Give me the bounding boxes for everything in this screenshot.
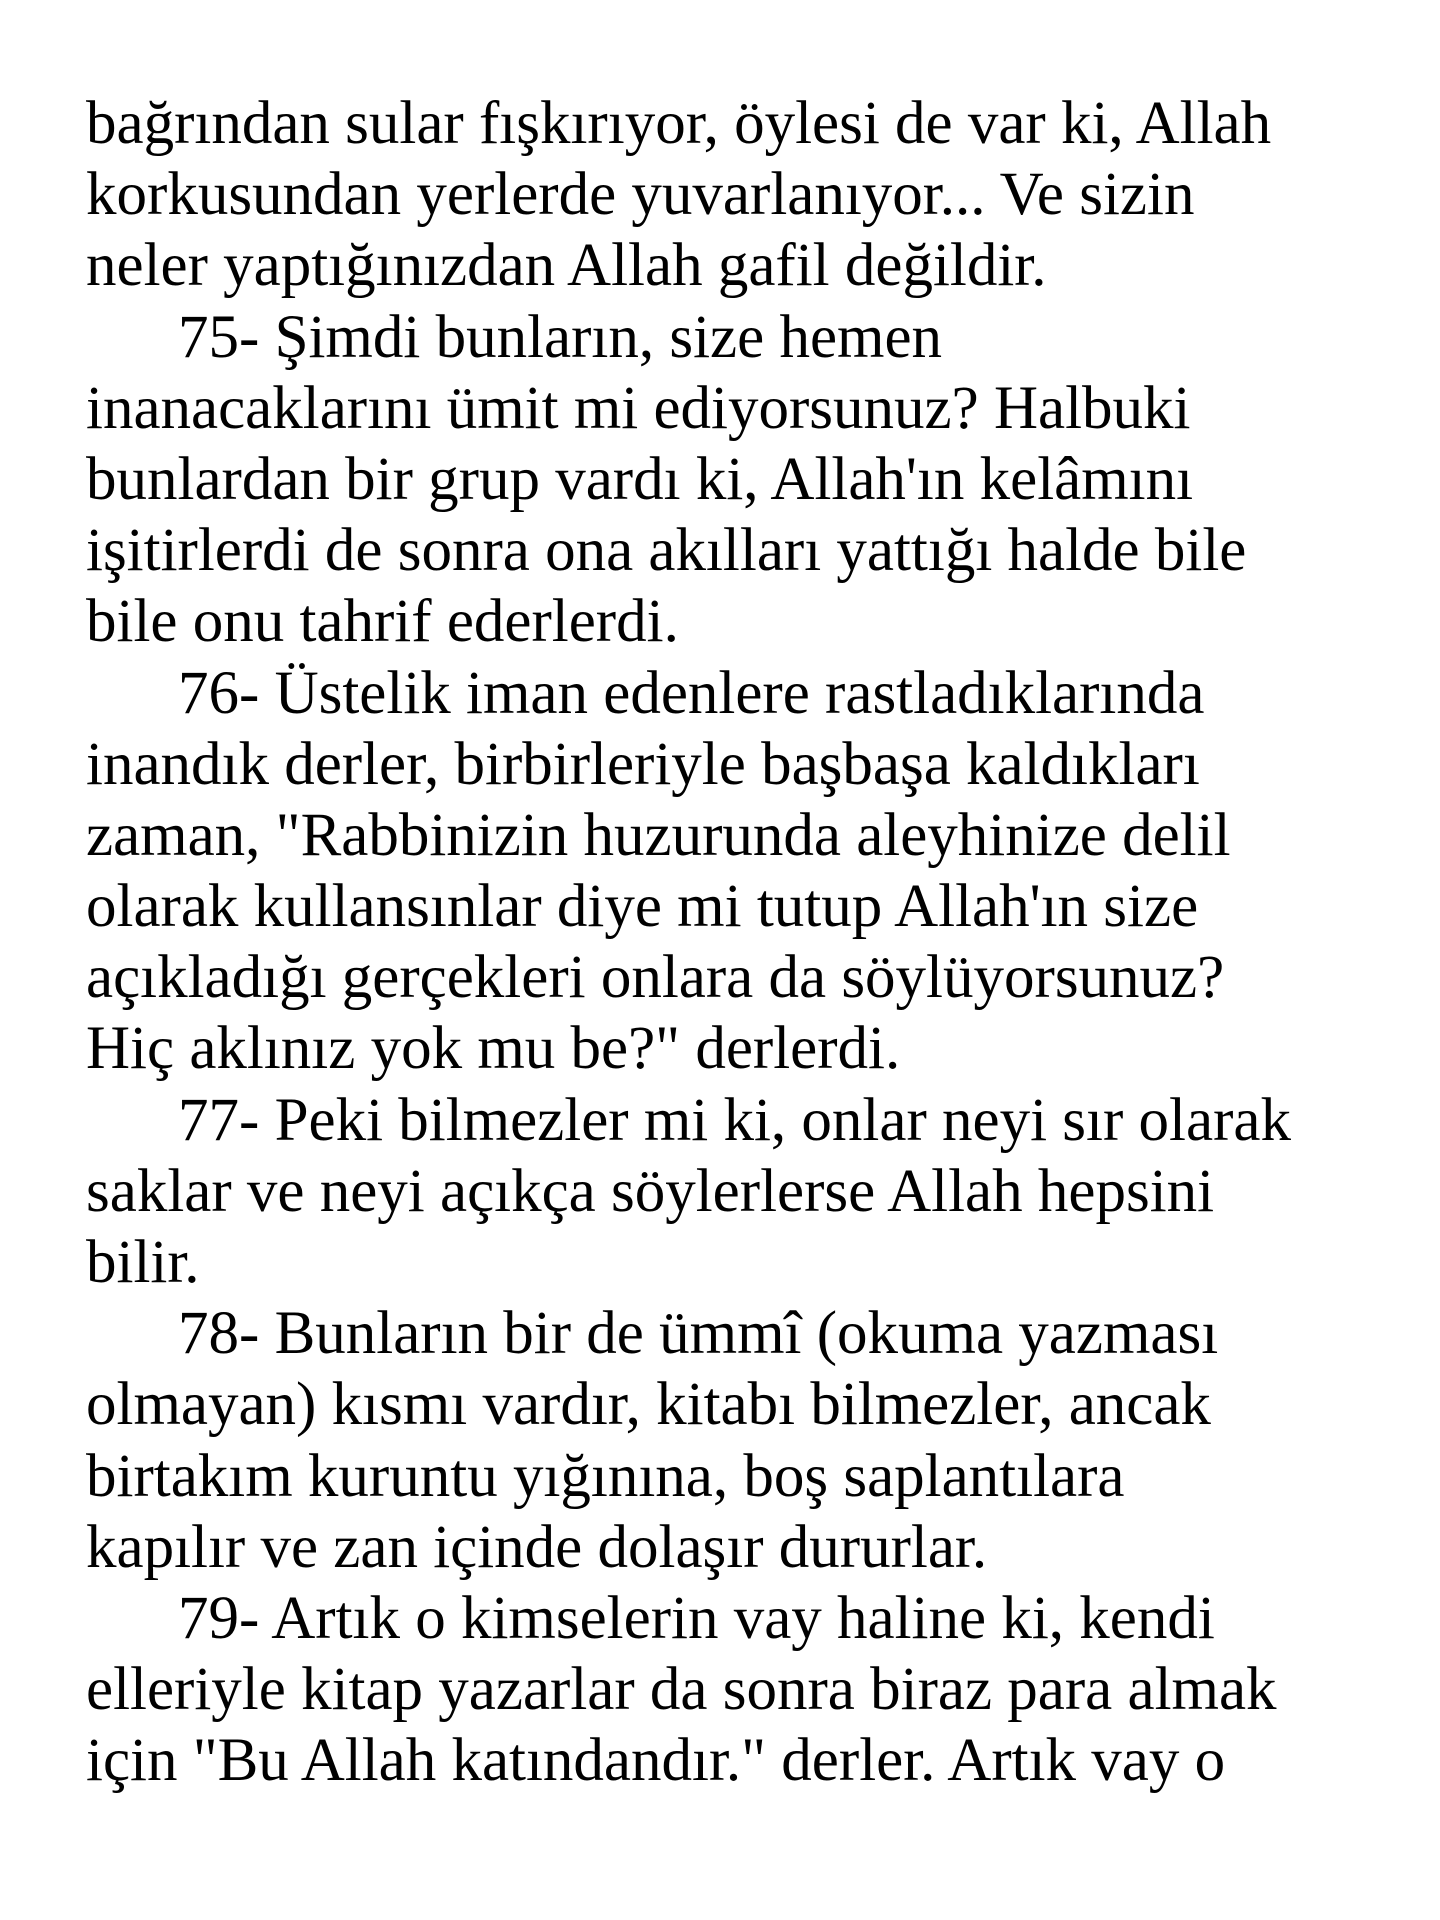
document-page xyxy=(86,88,1406,1797)
text-line: inandık derler, birbirleriyle başbaşa kaldıkları xyxy=(86,730,1200,798)
text-line: bile onu tahrif ederlerdi. xyxy=(86,588,679,656)
verse-77-start: 77- Peki bilmezler mi ki, onlar neyi sır olarak xyxy=(178,1086,1291,1154)
text-line: bunlardan bir grup vardı ki, Allah'ın kelâmını xyxy=(86,445,1194,513)
text-line: için "Bu Allah katındandır." derler. Artık vay o xyxy=(86,1727,1226,1795)
verse-79-start: 79- Artık o kimselerin vay haline ki, kendi xyxy=(178,1584,1215,1652)
text-line: bağrından sular fışkırıyor, öylesi de var ki, Allah xyxy=(86,90,1272,157)
text-line: inanacaklarını ümit mi ediyorsunuz? Halbuki xyxy=(86,374,1191,442)
verse-75-start: 75- Şimdi bunların, size hemen xyxy=(178,303,943,371)
text-line: olarak kullansınlar diye mi tutup Allah'ın size xyxy=(86,873,1199,941)
text-line: elleriyle kitap yazarlar da sonra biraz para almak xyxy=(86,1656,1277,1724)
text-line: neler yaptığınızdan Allah gafil değildir. xyxy=(86,232,1047,300)
text-line: korkusundan yerlerde yuvarlanıyor... Ve sizin xyxy=(86,161,1195,229)
text-line: birtakım kuruntu yığınına, boş saplantılara xyxy=(86,1442,1125,1510)
text-line: işitirlerdi de sonra ona akılları yattığı halde bile xyxy=(86,517,1247,585)
text-line: kapılır ve zan içinde dolaşır dururlar. xyxy=(86,1513,988,1581)
verse-78-start: 78- Bunların bir de ümmî (okuma yazması xyxy=(178,1300,1219,1368)
text-line: açıkladığı gerçekleri onlara da söylüyorsunuz? xyxy=(86,944,1225,1012)
text-line: saklar ve neyi açıkça söylerlerse Allah hepsini xyxy=(86,1157,1215,1225)
text-line: olmayan) kısmı vardır, kitabı bilmezler, ancak xyxy=(86,1371,1211,1439)
text-line: Hiç aklınız yok mu be?" derlerdi. xyxy=(86,1015,901,1083)
verse-76-start: 76- Üstelik iman edenlere rastladıklarında xyxy=(178,659,1205,727)
text-line: zaman, "Rabbinizin huzurunda aleyhinize delil xyxy=(86,801,1231,869)
text-line: bilir. xyxy=(86,1229,200,1296)
